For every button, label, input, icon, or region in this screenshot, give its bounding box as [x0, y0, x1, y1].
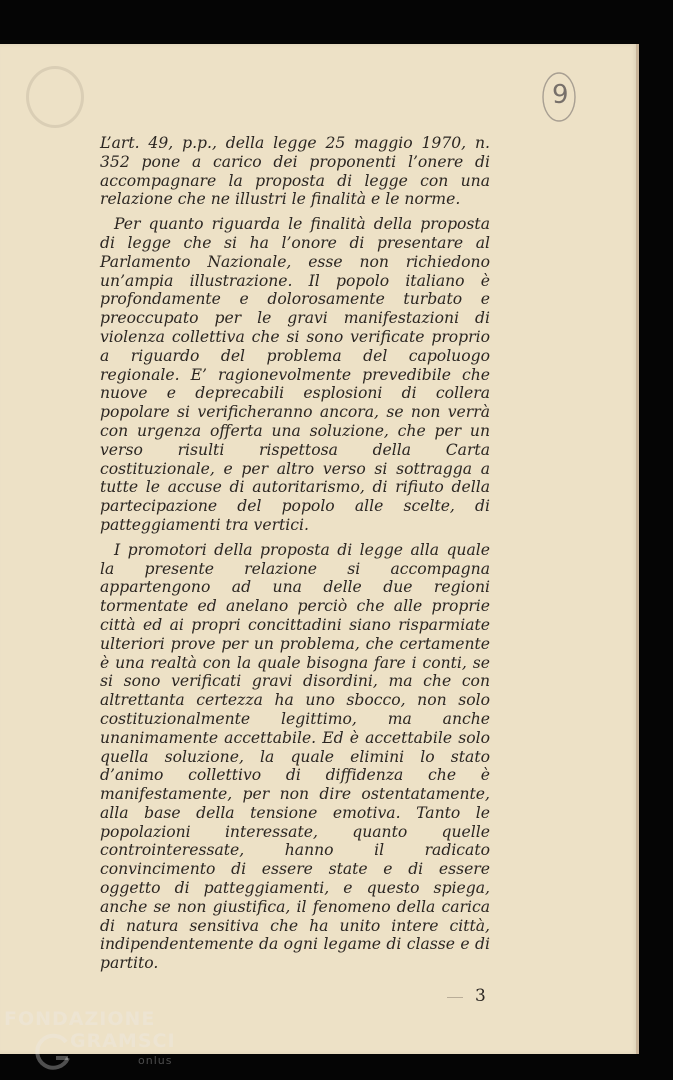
paragraph-3: I promotori della proposta di legge alla quale la presente relazione si accompagna appartengono ad una delle due regioni tormentate ed anelano perciò che alle proprie città ed ai propri concittadini siano risparmiate ulteriori prove per un problema, che certamente è una realtà con la quale bisogna fare i conti, se si sono verificati gravi disordini, ma che con altrettanta certezza ha uno sbocco, non solo costituzionalmente legittimo, ma anche unanimamente accettabile. Ed è accettabile solo quella soluzione, la quale elimini lo stato d’animo collettivo di diffidenza che è manifestamente, per non dire ostentatamente, alla base della tensione emotiva. Tanto le popolazioni interessate, quanto quelle controinteressate, hanno il radicato convincimento di essere state e di essere oggetto di patteggiamenti, e questo spiega, anche se non giustifica, il fenomeno della carica di natura sensitiva che ha unito intere città, indipendentemente da ogni legame di classe e di partito.	[100, 540, 490, 973]
watermark-logo-icon	[28, 1030, 74, 1070]
body-text	[100, 134, 490, 973]
handwritten-page-number: 9	[552, 80, 569, 110]
watermark-line-2: GRAMSCI	[70, 1030, 176, 1052]
paragraph-2: Per quanto riguarda le finalità della proposta di legge che si ha l’onore di presentare al Parlamento Nazionale, esse non richiedono un’ampia illustrazione. Il popolo italiano è profondamente e dolorosamente turbato e preoccupato per le gravi manifestazioni di violenza collettiva che si sono verificate proprio a riguardo del problema del capoluogo regionale. E’ ragionevolmente prevedibile che nuove e deprecabili esplosioni di collera popolare si verificheranno ancora, se non verrà con urgenza offerta una soluzione, che per un verso risulti rispettosa della Carta costituzionale, e per altro verso si sottragga a tutte le accuse di autoritarismo, di rifiuto della partecipazione del popolo alle scelte, di patteggiamenti tra vertici.	[100, 215, 490, 534]
paragraph-1: L’art. 49, p.p., della legge 25 maggio 1970, n. 352 pone a carico dei proponenti l’onere di accompagnare la proposta di legge con una relazione che ne illustri le finalità e le norme.	[100, 134, 490, 209]
page-number: 3	[475, 986, 486, 1006]
watermark-line-1: FONDAZIONE	[4, 1008, 156, 1030]
page-number-dash	[447, 997, 463, 998]
faded-stamp-mark	[26, 66, 84, 128]
page-edge	[636, 44, 639, 1054]
watermark-line-3: onlus	[138, 1054, 173, 1067]
